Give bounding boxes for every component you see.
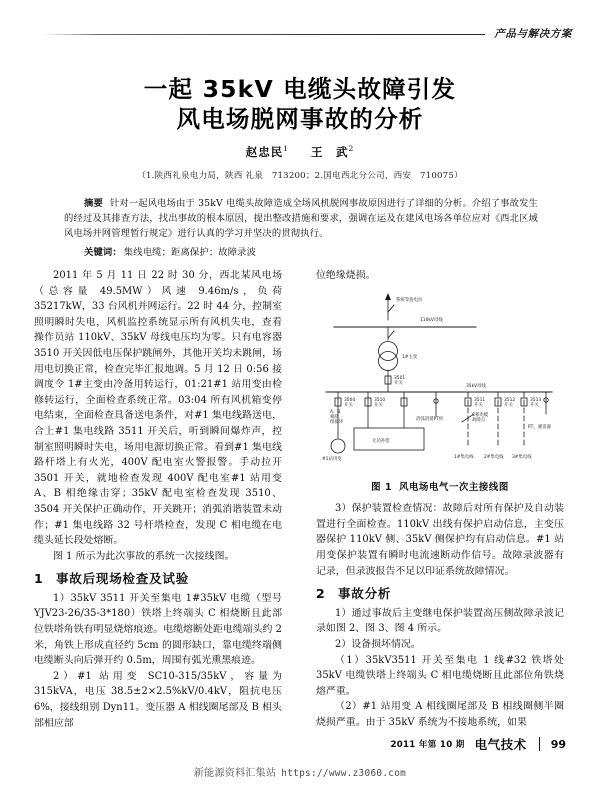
figure-1-caption — [316, 480, 564, 496]
footer-divider — [539, 737, 540, 751]
label-switch-3504: 3504 — [344, 397, 356, 403]
page-title-line1: 一起 35kV 电缆头故障引发 — [143, 75, 457, 103]
label-arrester: PT、避雷器 — [528, 424, 551, 430]
station-transformer-symbol — [331, 439, 345, 453]
label-switch-3513-b: 开关 — [530, 402, 539, 408]
left-paragraph-2: 图 1 所示为此次事故的系统一次接线图。 — [53, 550, 235, 562]
label-compensation: 无功补偿 — [372, 438, 390, 444]
source-arrow — [385, 293, 391, 300]
label-fault-1: C相电缆 — [472, 412, 489, 418]
label-switch-3511-b: 开关 — [474, 402, 483, 408]
watermark-site-name: 新能源资料汇集站 — [193, 768, 277, 779]
label-bus-110kv: 110kV母线 — [420, 317, 443, 323]
label-feeder-1: 1#集电线 — [454, 454, 474, 460]
label-switch-3513: 3513 — [530, 397, 542, 403]
header-section-label: 产品与解决方案 — [494, 27, 572, 40]
label-switch-3512-b: 开关 — [504, 402, 513, 408]
single-line-diagram — [316, 288, 564, 478]
switch-transformer-blade — [388, 331, 394, 338]
body-column-left — [34, 268, 282, 731]
left-item-1: 1）35kV 3511 开关至集电 1#35kV 电缆（型号 YJV23-26/35-3*180）铁塔上终端头 C 相烧断且此部位铁塔角铁有明显烧熔痕迹。电缆熔断处距电缆端头约 2 米，角铁上形成直径约 5cm 的圆形缺口，靠电缆终端侧电缆断头向后弹开约 0.5m，周围有弧光熏黑痕迹。 — [34, 592, 282, 667]
abstract-label: 摘要 — [84, 198, 103, 209]
section-heading-1 — [34, 571, 282, 587]
page-footer — [34, 735, 566, 753]
section-2-number: 2 — [316, 586, 326, 602]
title-block — [0, 74, 600, 181]
transformer-winding-hv — [379, 341, 398, 360]
label-fault-2: 故障点 — [472, 417, 486, 423]
label-switch-3501: 3501 — [394, 375, 406, 381]
label-switch-3510: 3510 — [374, 397, 386, 403]
abstract-block — [64, 196, 538, 260]
right-paragraph-top: 位绝缘烧损。 — [316, 270, 376, 281]
author-1-affiliation-marker: 1 — [283, 144, 289, 154]
left-item-2: 2）#1 站用变 SC10-315/35kV，容量为 315kVA，电压 38.5±2×2.5%kV/0.4kV，阻抗电压 6%，接线组别 Dyn11。变压器 A 相线圈尾部及 B 相头部相应部 — [34, 670, 282, 729]
abstract-text: 针对一起风电场由于 35kV 电缆头故障造成全场风机脱网事故原因进行了详细的分析。介绍了事故发生的经过及其排查方法，找出事故的根本原因，提出整改措施和要求，强调在运及在建风电场各单位应对《西北区域风电场并网管理暂行规定》进行认真的学习并坚决的贯彻执行。 — [64, 198, 538, 240]
footer-journal-name: 电气技术 — [474, 737, 527, 752]
keywords-text: 集线电缆；距离保护；故障录波 — [123, 246, 257, 258]
label-switch-3511: 3511 — [474, 397, 486, 403]
switch-110-blade — [388, 305, 394, 312]
right-item-3: 3）保护装置检查情况：故障后对所有保护及自动装置进行全面检查。110kV 出线有保护启动信息，主变压器保护 110kV 侧、35kV 侧保护均有启动信息。#1 站用变保护装置有瞬时电流速断动作信号。故障录波器有记录，但录波报告不足以印证系统故障情况。 — [316, 503, 564, 577]
watermark — [0, 764, 600, 779]
figure-1 — [316, 288, 564, 496]
page-title-line2: 风电场脱网事故的分析 — [176, 105, 424, 133]
abstract-paragraph — [64, 196, 538, 242]
running-header — [44, 22, 572, 44]
label-feeder-3: 3#集电线 — [512, 454, 532, 460]
figure-1-number: 图 1 — [371, 481, 393, 493]
label-switch-3512: 3512 — [504, 397, 516, 403]
section-2-title: 事故分析 — [338, 586, 392, 602]
right-item-1: 1）通过事故后主变继电保护装置高压侧故障录波记录如图 2、图 3、图 4 所示。 — [316, 607, 564, 635]
right-item-2-2: （2）#1 站用变 A 相线圈尾部及 B 相线圈侧半圈烧损严重。由于 35kV 系统为不接地系统，如果 — [316, 701, 564, 728]
right-item-2: 2）设备损坏情况。 — [335, 638, 421, 650]
keywords-label: 关键词： — [84, 246, 122, 258]
footer-issue-date: 2011 年第 10 期 — [390, 740, 465, 750]
watermark-url: https://www.z3060.com — [281, 768, 407, 779]
body-column-right — [316, 268, 564, 731]
label-switch-3501-b: 开关 — [394, 380, 403, 386]
left-paragraph-1: 2011 年 5 月 11 日 22 时 30 分，西北某风电场（总容量 49.5MW）风速 9.46m/s，负荷 35217kW，33 台风机并网运行。22 时 44 分，控制室照明瞬时失电，风机监控系统显示所有风机失电，查看操作员站 110kV、35kV 母线电压均为零。只有电容器 3510 开关因低电压保护跳闸外，其他开关均未跳闸，场用电切换正常，检查完毕汇报地调。5 月 12 日 0:56 接调度令 1#主变由冷备用转运行，01:21#1 站用变由检修转运行，全面检查系统正常。03:04 所有风机箱变停电结束，全面检查具备送电条件，对#1 集电线路送电，合上#1 集电线路 3511 开关后，听到瞬间爆炸声，控制室照明瞬时失电，场用电源切换正常。看到#1 集电线路杆塔上有火光，400V 配电室火警报警。手动拉开 3501 开关，就地检查发现 400V 配电室#1 站用变 A、B 相绝缘击穿；35kV 配电室检查发现 3510、3504 开关保护正确动作，开关跳开；消弧消谐装置未动作；#1 集电线路 32 号杆塔检查，发现 C 相电缆在电缆头延长段处熔断。 — [34, 270, 282, 547]
section-1-number: 1 — [34, 571, 44, 587]
author-1-name: 赵忠民 — [245, 145, 284, 159]
author-2-affiliation-marker: 2 — [348, 144, 355, 154]
author-list — [0, 144, 600, 160]
label-source: 系统等值电抗 — [396, 297, 423, 303]
label-pt-cabinet: 消弧消谐PT柜 — [416, 416, 444, 422]
author-2-name: 王 武 — [311, 145, 349, 159]
label-phase-2: 相绕 — [330, 414, 339, 420]
section-1-title: 事故后现场检查及试验 — [56, 571, 190, 587]
label-phase-3: 组损坏 — [330, 419, 344, 425]
footer-page-number: 99 — [550, 737, 566, 751]
keywords-line — [64, 245, 538, 260]
label-feeder-2: 2#集电线 — [484, 454, 504, 460]
label-switch-3510-b: 开关 — [374, 402, 383, 408]
right-item-2-1: （1）35kV3511 开关至集电 1 线#32 铁塔处 35kV 电缆铁塔上终端头 C 相电缆烧断且此部位角铁烧熔严重。 — [316, 654, 564, 697]
affiliation-line: （1.陕西礼泉电力局，陕西 礼泉 713200；2.国电西北分公司，西安 710075） — [137, 171, 463, 181]
label-bus-35kv: 35kV母线 — [466, 383, 486, 389]
label-station-transformer: #1站用变 — [322, 456, 342, 462]
label-switch-3504-b: 开关 — [344, 402, 353, 408]
transformer-winding-lv — [379, 351, 398, 370]
figure-1-title: 风电场电气一次主接线图 — [399, 481, 509, 493]
label-main-transformer: 1#主变 — [402, 354, 418, 360]
section-heading-2 — [316, 586, 564, 602]
label-phase-1: A、B — [330, 409, 341, 415]
header-rule — [44, 34, 485, 35]
